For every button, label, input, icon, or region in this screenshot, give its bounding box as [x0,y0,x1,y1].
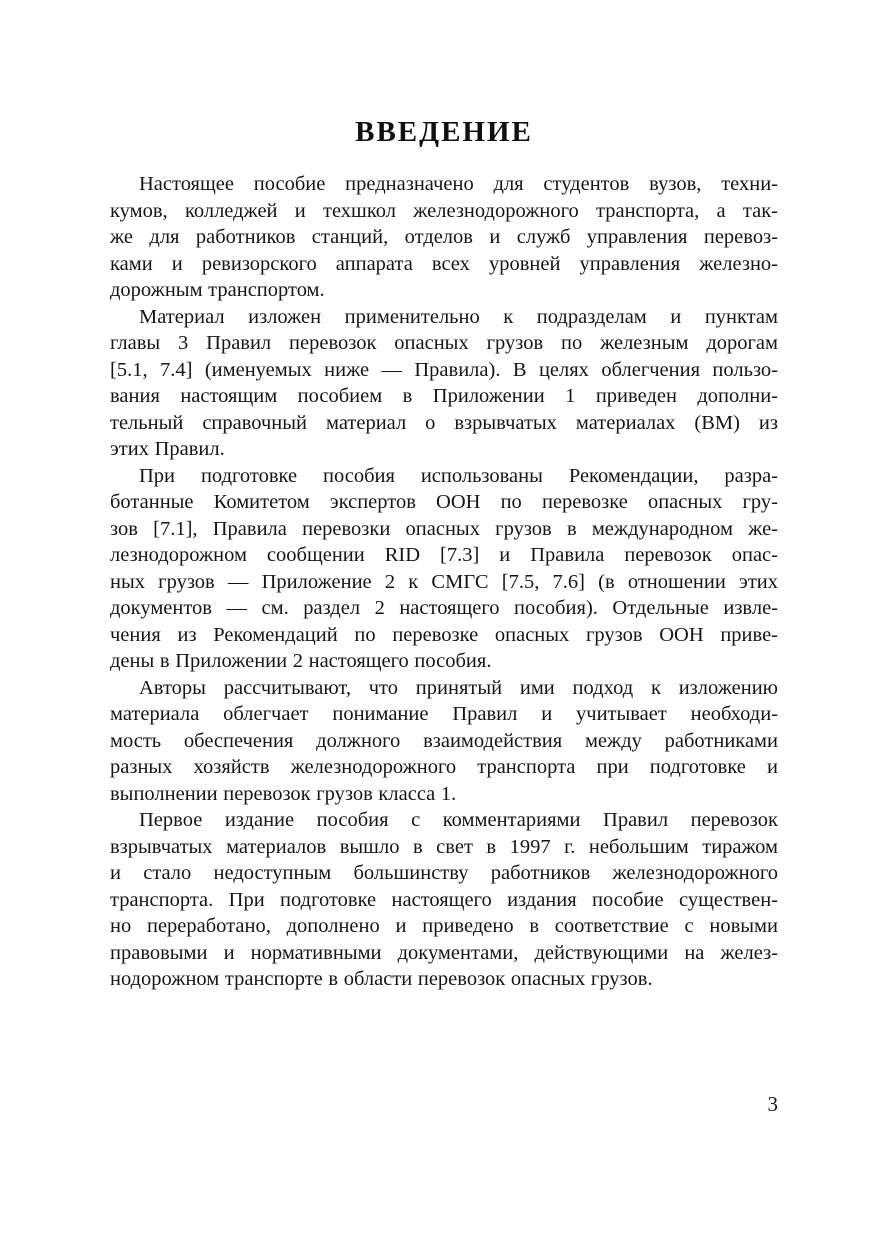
text-line: Первое издание пособия с комментариями Правил перевозок [139,809,778,831]
text-line: этих Правил. [110,438,225,460]
text-line: документов — см. раздел 2 настоящего пособия). Отдельные извле- [110,597,778,619]
text-line: материала облегчает понимание Правил и учитывает необходи- [110,703,778,725]
text-line: кумов, колледжей и техшкол железнодорожного транспорта, а так- [110,199,778,222]
text-line: правовыми и нормативными документами, действующими на желез- [110,941,778,964]
page-title: ВВЕДЕНИЕ [355,116,533,148]
text-line: лезнодорожном сообщении RID [7.3] и Правила перевозок опас- [110,544,778,566]
text-line: дены в Приложении 2 настоящего пособия. [110,650,492,672]
paragraph [110,675,778,808]
text-line: и стало недоступным большинству работников железнодорожного [110,862,778,884]
text-line: транспорта. При подготовке настоящего издания пособие существен- [110,888,778,911]
paragraph [110,463,778,675]
text-line: же для работников станций, отделов и служб управления перевоз- [110,226,778,248]
page-number: 3 [767,1092,778,1116]
text-line: [5.1, 7.4] (именуемых ниже — Правила). В целях облегчения пользо- [110,358,778,381]
text-line: главы 3 Правил перевозок опасных грузов по железным дорогам [110,332,778,354]
paragraph [110,171,778,304]
text-line: ных грузов — Приложение 2 к СМГС [7.5, 7.6] (в отношении этих [110,570,778,593]
body-text [110,171,778,993]
text-line: ботанные Комитетом экспертов ООН по перевозке опасных гру- [110,491,778,513]
text-line: нодорожном транспорте в области перевозок опасных грузов. [110,968,653,990]
paragraph [110,304,778,463]
text-line: тельный справочный материал о взрывчатых материалах (ВМ) из [110,411,778,434]
text-line: мость обеспечения должного взаимодействия между работниками [110,729,778,752]
text-line: При подготовке пособия использованы Рекомендации, разра- [139,464,778,487]
text-line: ками и ревизорского аппарата всех уровней управления железно- [110,252,778,275]
text-line: чения из Рекомендаций по перевозке опасных грузов ООН приве- [110,623,778,646]
text-line: Авторы рассчитывают, что принятый ими подход к изложению [139,676,778,699]
text-line: зов [7.1], Правила перевозки опасных грузов в международном же- [110,517,778,540]
text-line: взрывчатых материалов вышло в свет в 1997 г. небольшим тиражом [110,835,778,858]
text-line: вания настоящим пособием в Приложении 1 приведен дополни- [110,385,778,407]
text-line: Настоящее пособие предназначено для студентов вузов, техни- [139,173,778,195]
text-line: разных хозяйств железнодорожного транспорта при подготовке и [110,756,778,778]
text-line: Материал изложен применительно к подразделам и пунктам [139,305,778,328]
text-line: дорожным транспортом. [110,279,325,301]
text-line: выполнении перевозок грузов класса 1. [110,782,457,805]
paragraph [110,807,778,993]
text-line: но переработано, дополнено и приведено в соответствие с новыми [110,915,778,937]
